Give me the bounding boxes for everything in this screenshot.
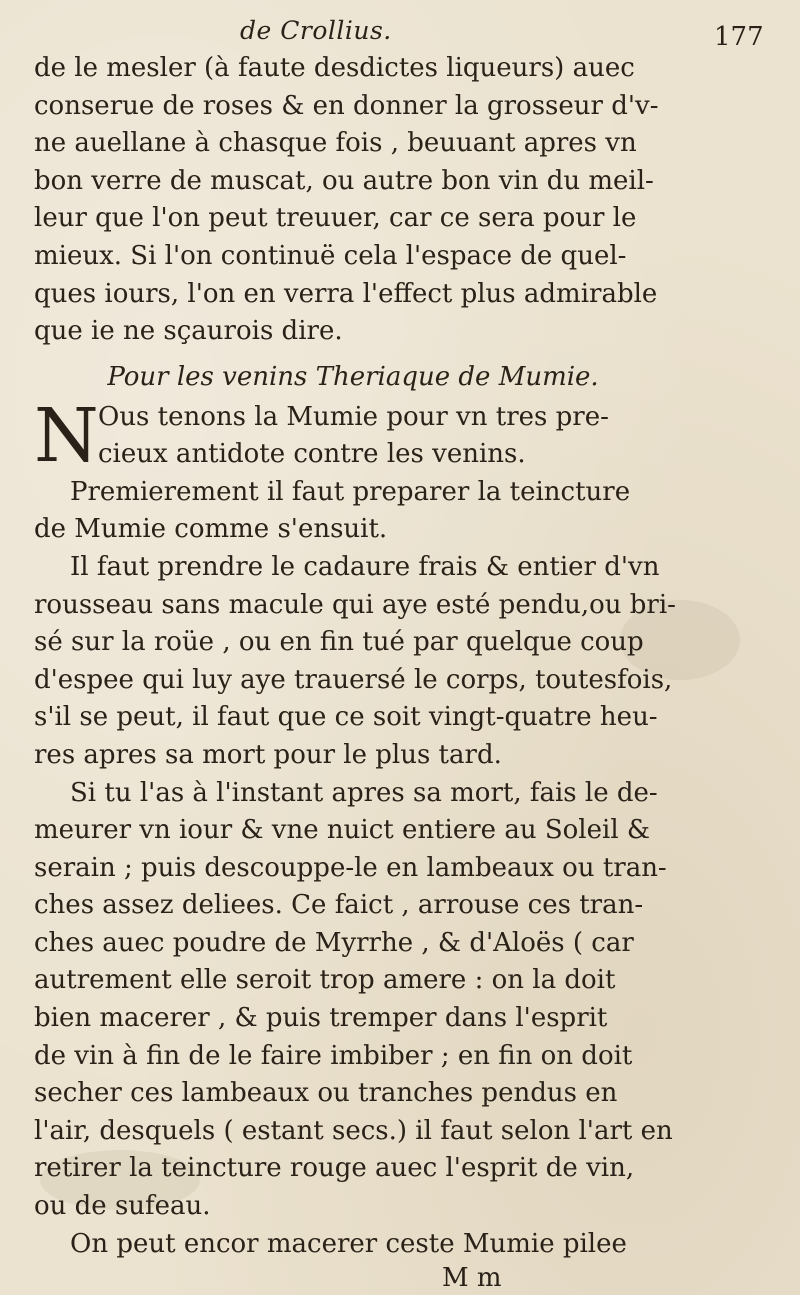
text-line: de Mumie comme s'ensuit. xyxy=(34,514,388,545)
text-line: meurer vn iour & vne nuict entiere au Soleil & xyxy=(34,815,651,846)
text-line: que ie ne sçaurois dire. xyxy=(34,316,343,347)
text-line: bien macerer , & puis tremper dans l'esprit xyxy=(34,1003,608,1034)
text-line: Ous tenons la Mumie pour vn tres pre- xyxy=(98,401,609,432)
text-line: cieux antidote contre les venins. xyxy=(98,439,526,470)
drop-cap-letter: N xyxy=(34,392,99,479)
text-line: l'air, desquels ( estant secs.) il faut selon l'art en xyxy=(34,1115,673,1146)
text-line: On peut encor macerer ceste Mumie pilee xyxy=(70,1228,627,1259)
text-line: de vin à fin de le faire imbiber ; en fin on doit xyxy=(34,1040,633,1071)
paragraph-4 xyxy=(34,775,772,1226)
text-line: mieux. Si l'on continuë cela l'espace de quel- xyxy=(34,240,627,271)
text-line: ches assez deliees. Ce faict , arrouse ces tran- xyxy=(34,890,644,921)
signature-mark: M m xyxy=(442,1263,502,1294)
text-line: autrement elle seroit trop amere : on la doit xyxy=(34,965,616,996)
text-line: ne auellane à chasque fois , beuuant apres vn xyxy=(34,128,637,159)
body-text xyxy=(34,50,772,1293)
section-title: Pour les venins Theriaque de Mumie. xyxy=(107,361,599,392)
paragraph-2 xyxy=(34,474,772,549)
text-line: d'espee qui luy aye trauersé le corps, toutesfois, xyxy=(34,664,673,695)
text-line: Il faut prendre le cadaure frais & entier d'vn xyxy=(70,551,660,582)
page-number: 177 xyxy=(714,22,764,52)
drop-cap-paragraph xyxy=(34,392,772,479)
text-line: secher ces lambeaux ou tranches pendus en xyxy=(34,1078,618,1109)
paragraph-1 xyxy=(34,50,772,351)
drop-cap-lines xyxy=(98,399,609,474)
text-line: ou de sufeau. xyxy=(34,1191,211,1222)
text-line: serain ; puis descouppe-le en lambeaux ou tran- xyxy=(34,852,667,883)
text-line: Premierement il faut preparer la teincture xyxy=(70,476,631,507)
text-line: rousseau sans macule qui aye esté pendu,ou bri- xyxy=(34,589,676,620)
running-head: de Crollius. xyxy=(240,16,392,45)
paragraph-3 xyxy=(34,549,772,775)
text-line: retirer la teincture rouge auec l'esprit de vin, xyxy=(34,1153,635,1184)
text-line: s'il se peut, il faut que ce soit vingt-quatre heu- xyxy=(34,702,658,733)
text-line: conserue de roses & en donner la grosseur d'v- xyxy=(34,90,659,121)
paragraph-5 xyxy=(34,1226,772,1264)
text-line: leur que l'on peut treuuer, car ce sera pour le xyxy=(34,203,637,234)
text-line: de le mesler (à faute desdictes liqueurs) auec xyxy=(34,53,635,83)
text-line: ques iours, l'on en verra l'effect plus admirable xyxy=(34,278,658,309)
text-line: bon verre de muscat, ou autre bon vin du meil- xyxy=(34,165,654,196)
page-header xyxy=(0,12,800,52)
text-line: sé sur la roüe , ou en fin tué par quelque coup xyxy=(34,627,644,658)
text-line: res apres sa mort pour le plus tard. xyxy=(34,739,502,770)
text-line: ches auec poudre de Myrrhe , & d'Aloës ( car xyxy=(34,927,634,958)
signature-row xyxy=(34,1263,772,1293)
text-line: Si tu l'as à l'instant apres sa mort, fais le de- xyxy=(70,777,658,808)
